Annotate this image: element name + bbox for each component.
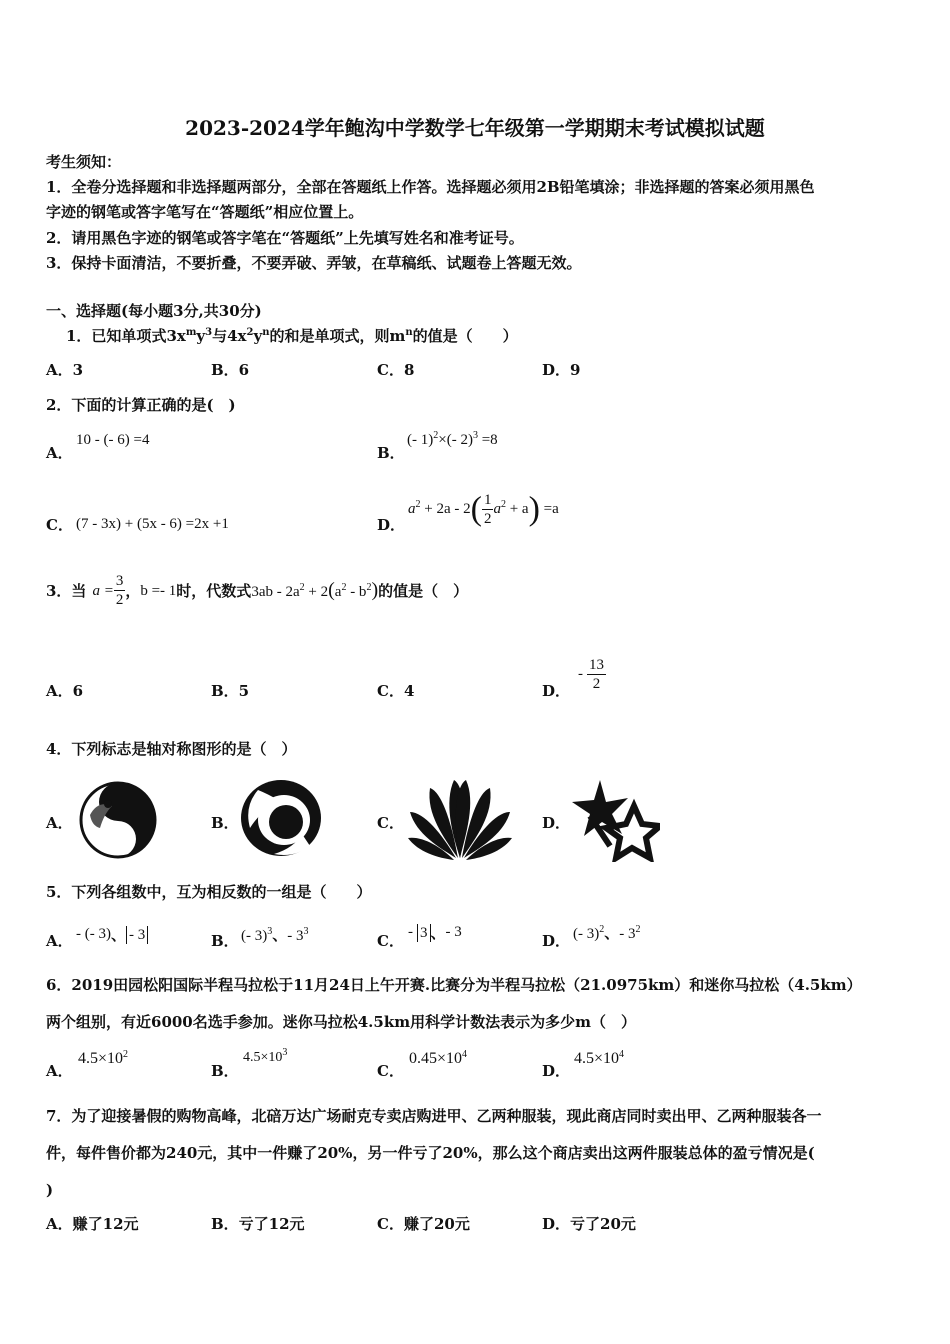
- question-1-stem: 1．已知单项式$3x^my^3$与$4x^2y^n$的和是单项式，则$m^n$的值是（ ）: [66, 327, 518, 345]
- q5-option-b-label[interactable]: B．: [211, 932, 239, 950]
- notice-heading: 考生须知：: [46, 153, 122, 171]
- q7-option-b[interactable]: B．亏了12元: [211, 1215, 305, 1233]
- q5-option-a-label[interactable]: A．: [46, 932, 73, 950]
- q2-option-d-expr: $a^2 + 2a - 2$( $\frac{1}{2}$ $a^2 + a) =a$: [408, 490, 559, 528]
- q2-option-a-label[interactable]: A．: [46, 444, 73, 462]
- q6-option-d-label[interactable]: D．: [542, 1062, 571, 1080]
- page-title: 2023-2024学年鲍沟中学数学七年级第一学期期末考试模拟试题: [185, 116, 765, 140]
- q2-option-b-label[interactable]: B．: [377, 444, 405, 462]
- q6-option-c-expr: $0.45\times 10^4$: [409, 1049, 468, 1067]
- question-4-stem: 4．下列标志是轴对称图形的是（ ）: [46, 740, 297, 758]
- q3-option-d-label[interactable]: D．: [542, 682, 571, 700]
- notice-item-1-cont: 字迹的钢笔或答字笔写在“答题纸”相应位置上。: [46, 203, 364, 221]
- q1-option-c[interactable]: C．8: [377, 361, 415, 379]
- q2-option-c-label[interactable]: C．: [46, 516, 73, 534]
- q2-option-b-expr: (- 1)$^2$×(- 2)$^3$ =8: [407, 430, 498, 448]
- question-7-line-2: 件，每件售价都为240元，其中一件赚了20%，另一件亏了20%，那么这个商店卖出这两件服装总体的盈亏情况是(: [46, 1144, 815, 1162]
- yin-yang-logo-icon: [78, 780, 158, 860]
- q3-option-d-expr: - $\frac{13}{2}$: [578, 657, 604, 692]
- q4-option-d-label[interactable]: D．: [542, 814, 571, 832]
- q1-option-a[interactable]: A．3: [46, 361, 84, 379]
- section-heading: 一、选择题(每小题3分,共30分): [46, 302, 262, 320]
- q4-option-b-label[interactable]: B．: [211, 814, 239, 832]
- q6-option-d-expr: $4.5\times 10^4$: [574, 1049, 625, 1067]
- question-3-stem: 3．当 a = $\frac{3}{2}$ ， b =- 1 时，代数式 $3ab - 2a^2 + 2(a^2 - b^2)$ 的值是（ ）: [46, 573, 469, 608]
- q6-option-a-expr: $4.5\times 10^2$: [78, 1049, 129, 1067]
- question-7-line-3: ): [46, 1181, 54, 1199]
- q1-option-d[interactable]: D．9: [542, 361, 581, 379]
- q5-option-b-expr: (- 3)$^3$、- $3^3$: [241, 926, 309, 944]
- q6-option-b-label[interactable]: B．: [211, 1062, 239, 1080]
- swirl-ring-logo-icon: [238, 776, 324, 860]
- q5-option-d-expr: (- 3)$^2$、- $3^2$: [573, 924, 641, 942]
- q5-option-a-expr: - (- 3) 、 - 3: [76, 924, 148, 945]
- q7-option-a[interactable]: A．赚了12元: [46, 1215, 139, 1233]
- q3-option-b[interactable]: B．5: [211, 682, 250, 700]
- q7-option-d[interactable]: D．亏了20元: [542, 1215, 636, 1233]
- twin-star-logo-icon: [570, 776, 660, 862]
- q3-option-c[interactable]: C．4: [377, 682, 415, 700]
- notice-item-2: 2．请用黑色字迹的钢笔或答字笔在“答题纸”上先填写姓名和准考证号。: [46, 229, 524, 247]
- q1-option-b[interactable]: B．6: [211, 361, 250, 379]
- q2-option-a-expr: 10 - (- 6) =4: [76, 432, 150, 448]
- petal-fan-logo-icon: [408, 774, 512, 862]
- question-2-stem: 2．下面的计算正确的是( ): [46, 396, 236, 414]
- q4-option-c-label[interactable]: C．: [377, 814, 404, 832]
- q5-option-c-expr: - 3 、 - 3: [408, 924, 462, 942]
- q3-option-a[interactable]: A．6: [46, 682, 84, 700]
- q7-option-c[interactable]: C．赚了20元: [377, 1215, 470, 1233]
- q6-option-a-label[interactable]: A．: [46, 1062, 73, 1080]
- q5-option-c-label[interactable]: C．: [377, 932, 404, 950]
- q2-option-c-expr: (7 - 3x) + (5x - 6) =2x +1: [76, 516, 229, 532]
- question-6-line-2: 两个组别，有近6000名选手参加。迷你马拉松4.5km用科学计数法表示为多少m（ ）: [46, 1013, 636, 1031]
- notice-item-3: 3．保持卡面清洁，不要折叠，不要弄破、弄皱，在草稿纸、试题卷上答题无效。: [46, 254, 582, 272]
- question-6-line-1: 6．2019田园松阳国际半程马拉松于11月24日上午开赛.比赛分为半程马拉松（21.0975km）和迷你马拉松（4.5km）: [46, 976, 862, 994]
- notice-item-1: 1．全卷分选择题和非选择题两部分，全部在答题纸上作答。选择题必须用2B铅笔填涂；非选择题的答案必须用黑色: [46, 178, 815, 196]
- q6-option-b-expr: $4.5\times 10^3$: [243, 1047, 288, 1065]
- q2-option-d-label[interactable]: D．: [377, 516, 406, 534]
- q4-option-a-label[interactable]: A．: [46, 814, 73, 832]
- q5-option-d-label[interactable]: D．: [542, 932, 571, 950]
- question-7-line-1: 7．为了迎接暑假的购物高峰，北碚万达广场耐克专卖店购进甲、乙两种服装，现此商店同时卖出甲、乙两种服装各一: [46, 1107, 822, 1125]
- q6-option-c-label[interactable]: C．: [377, 1062, 404, 1080]
- question-5-stem: 5．下列各组数中，互为相反数的一组是（ ）: [46, 883, 372, 901]
